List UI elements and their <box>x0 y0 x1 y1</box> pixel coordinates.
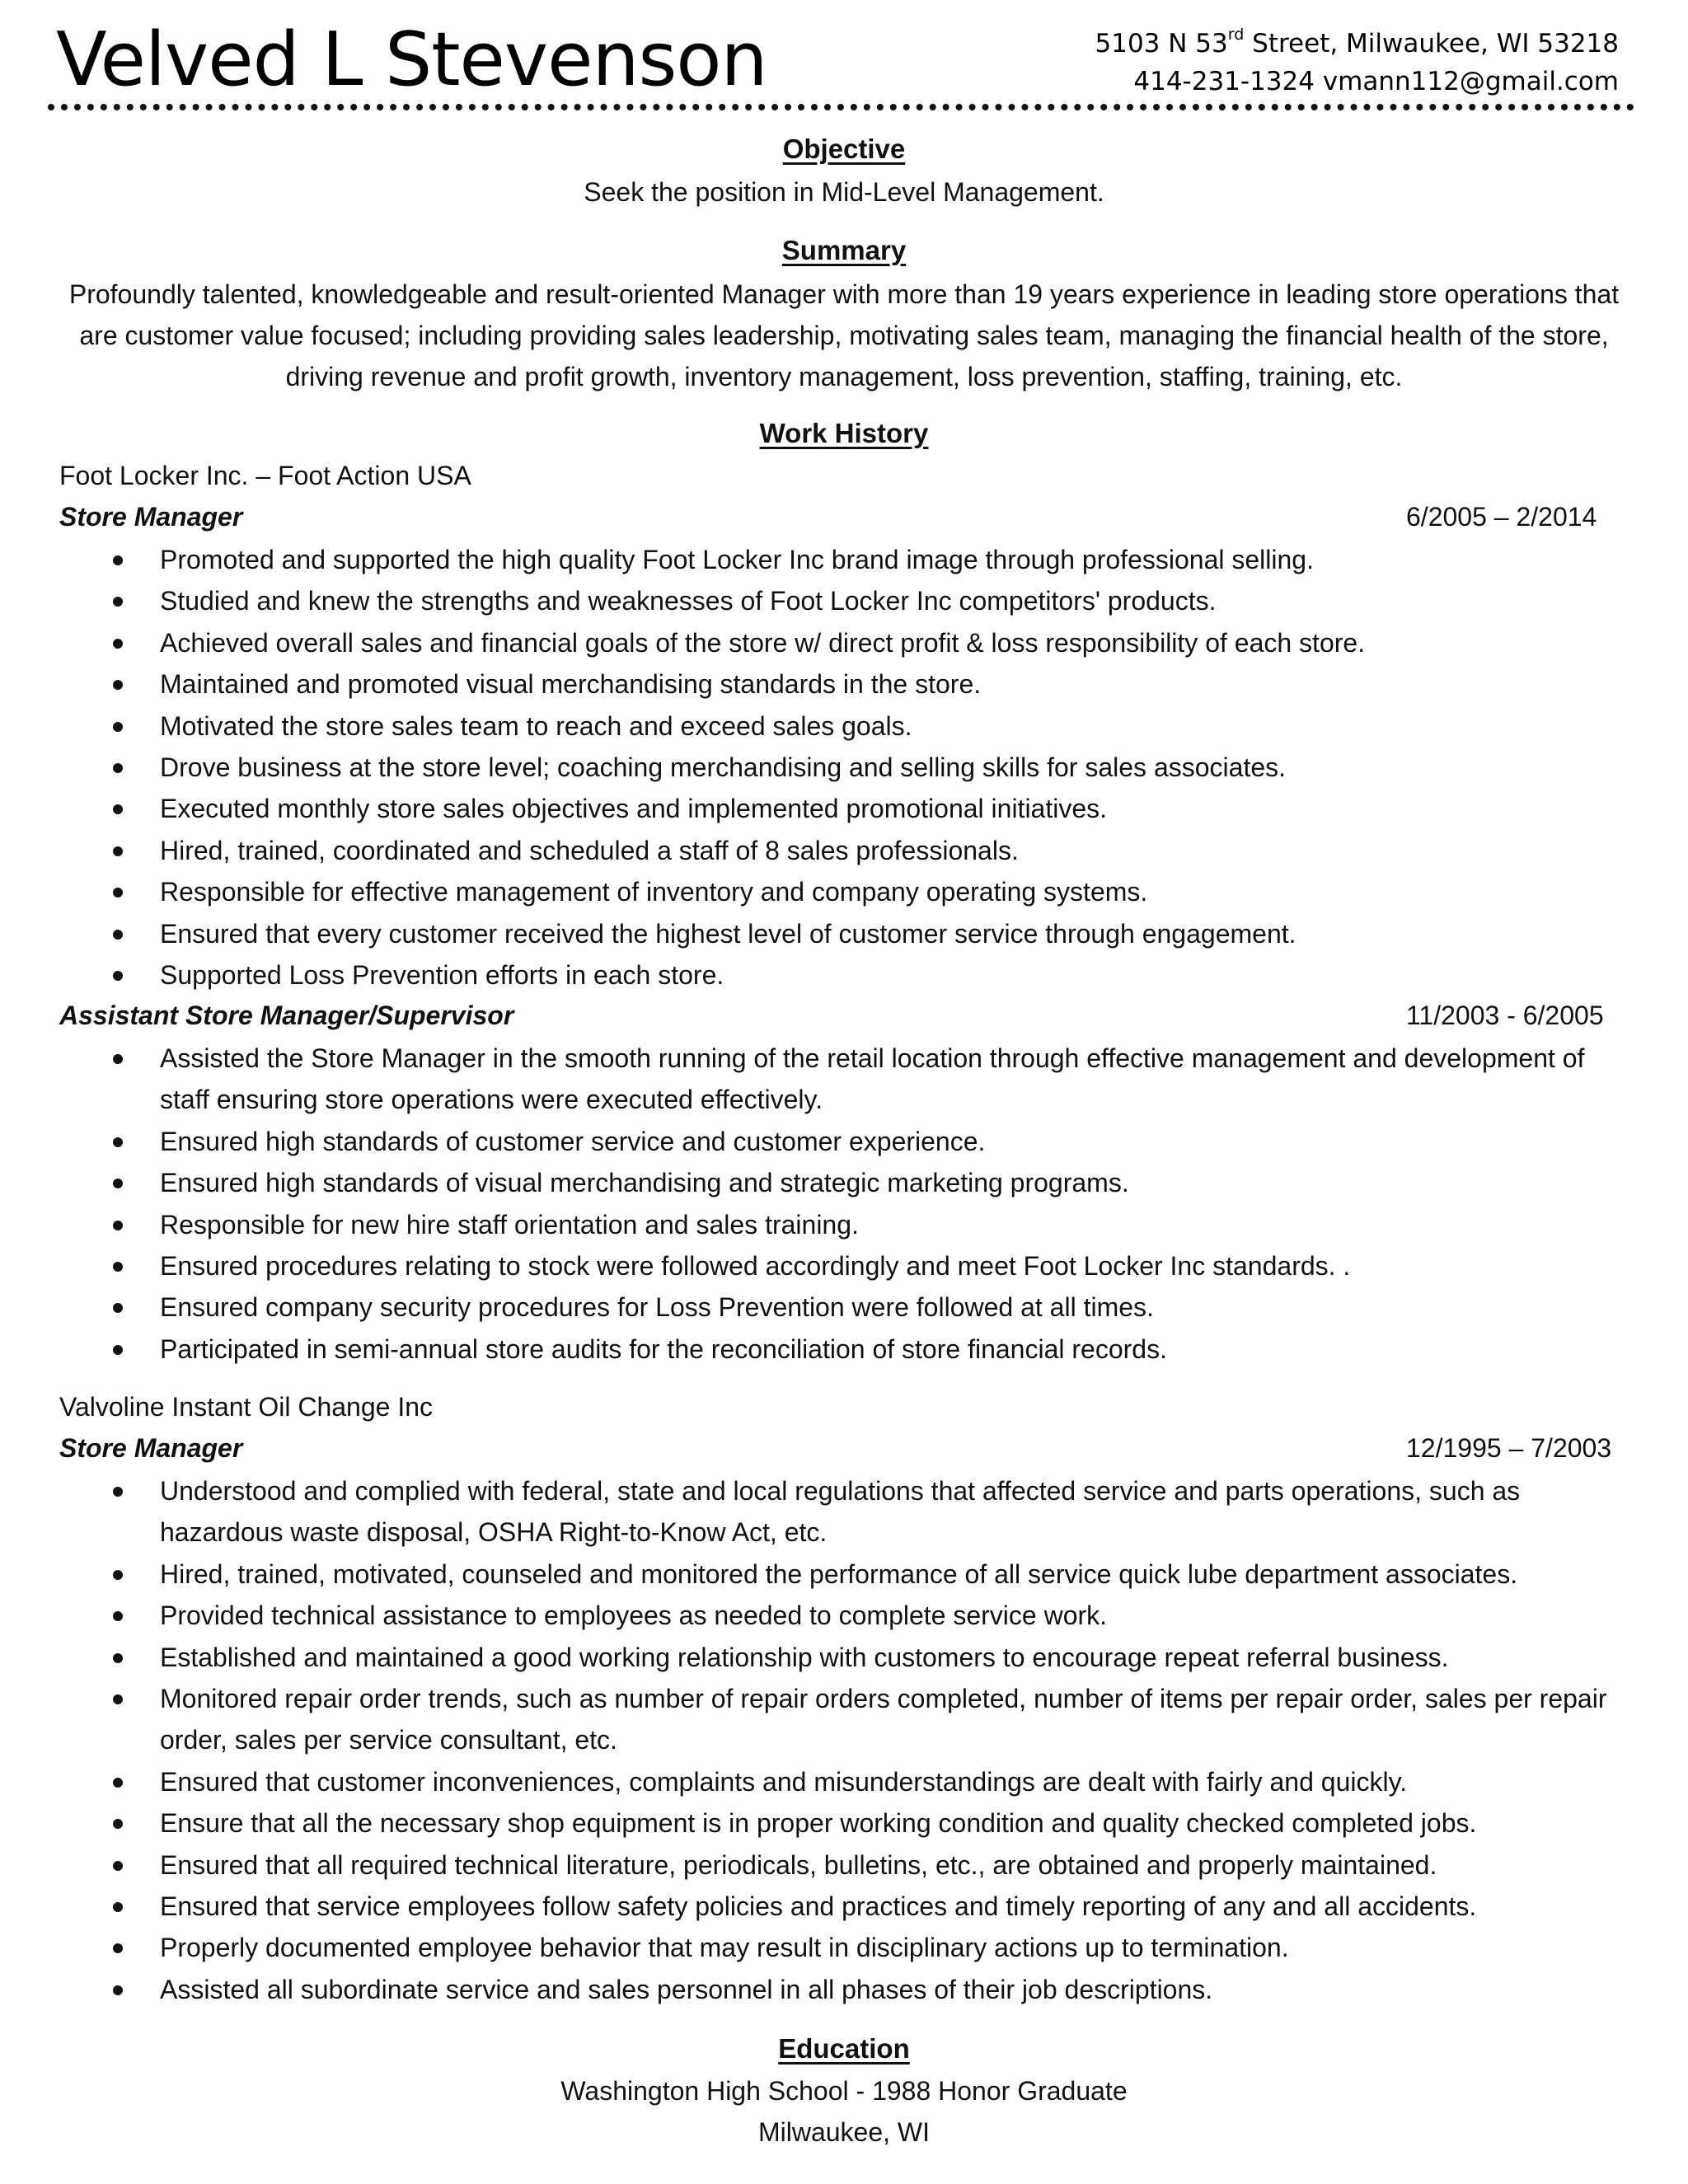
work-history-heading: Work History <box>759 418 929 448</box>
bullet-dot-icon <box>113 639 123 649</box>
bullet-dot-icon <box>113 763 123 773</box>
bullet-text: Achieved overall sales and financial goals of the store w/ direct profit & loss responsibility of each store. <box>160 627 1366 658</box>
education-heading: Education <box>778 2033 910 2064</box>
candidate-name: Velved L Stevenson <box>56 16 767 103</box>
bullet-text: Studied and knew the strengths and weaknesses of Foot Locker Inc competitors' products. <box>160 586 1217 616</box>
bullet-dot-icon <box>113 1054 123 1064</box>
bullet-dot-icon <box>113 1611 123 1621</box>
bullet-dot-icon <box>113 1262 123 1272</box>
bullet-text: Ensured company security procedures for Loss Prevention were followed at all times. <box>160 1292 1154 1323</box>
bullet-text: Ensured high standards of visual merchandising and strategic marketing programs. <box>160 1168 1129 1198</box>
bullet-item <box>0 622 1640 663</box>
bullet-text: Ensured procedures relating to stock were followed accordingly and meet Foot Locker Inc standards. . <box>160 1251 1351 1282</box>
bullet-text: Supported Loss Prevention efforts in each store. <box>160 960 724 991</box>
education-school: Washington High School - 1988 Honor Graduate <box>560 2076 1128 2106</box>
bullet-item <box>0 954 1640 996</box>
dotted-divider <box>48 104 1634 110</box>
job-bullet-list <box>0 539 1640 996</box>
objective-heading: Objective <box>782 134 906 164</box>
summary-text: Profoundly talented, knowledgeable and result-oriented Manager with more than 19 years experience in leading store operations that are customer value focused; including providing sales leadership, motivating sales team, managing the financial health of the store, driving revenue and profit growth, inventory management, loss prevention, staffing, training, etc. <box>68 279 1620 391</box>
bullet-text: Responsible for effective management of inventory and company operating systems. <box>160 877 1148 907</box>
bullet-item <box>0 1969 1640 2010</box>
bullet-text: Assisted all subordinate service and sales personnel in all phases of their job descriptions. <box>160 1974 1213 2004</box>
bullet-item <box>0 705 1640 747</box>
bullet-text: Ensured that every customer received the highest level of customer service through engagement. <box>160 918 1296 949</box>
bullet-item <box>0 580 1640 621</box>
bullet-item <box>0 1038 1640 1121</box>
bullet-dot-icon <box>113 1221 123 1230</box>
bullet-dot-icon <box>113 1861 123 1871</box>
company-name: Valvoline Instant Oil Change Inc <box>59 1392 433 1422</box>
bullet-dot-icon <box>113 1985 123 1995</box>
bullet-item <box>0 1595 1640 1636</box>
bullet-text: Executed monthly store sales objectives and implemented promotional initiatives. <box>160 794 1108 824</box>
bullet-item <box>0 1470 1640 1554</box>
job-bullet-list <box>0 1470 1640 2010</box>
job-dates: 11/2003 - 6/2005 <box>1406 1001 1604 1030</box>
bullet-text: Participated in semi-annual store audits for the reconciliation of store financial records. <box>160 1333 1167 1364</box>
bullet-text: Ensure that all the necessary shop equipment is in proper working condition and quality checked completed jobs. <box>160 1808 1477 1839</box>
bullet-dot-icon <box>113 1694 123 1704</box>
bullet-dot-icon <box>113 1487 123 1497</box>
company-name: Foot Locker Inc. – Foot Action USA <box>59 461 471 490</box>
bullet-text: Ensured high standards of customer service and customer experience. <box>160 1126 986 1156</box>
bullet-item <box>0 1844 1640 1886</box>
bullet-dot-icon <box>113 722 123 732</box>
bullet-dot-icon <box>113 930 123 940</box>
job-dates: 12/1995 – 7/2003 <box>1406 1433 1612 1463</box>
bullet-item <box>0 1678 1640 1761</box>
bullet-dot-icon <box>113 1345 123 1355</box>
bullet-dot-icon <box>113 1902 123 1912</box>
phone-email-line: 414-231-1324 vmann112@gmail.com <box>1133 67 1619 96</box>
bullet-item <box>0 788 1640 829</box>
bullet-dot-icon <box>113 1179 123 1188</box>
bullet-text: Drove business at the store level; coaching merchandising and selling skills for sales associates. <box>160 752 1287 783</box>
bullet-dot-icon <box>113 555 123 565</box>
bullet-item <box>0 747 1640 788</box>
bullet-item <box>0 1286 1640 1328</box>
bullet-item <box>0 830 1640 871</box>
bullet-item <box>0 1802 1640 1844</box>
bullet-item <box>0 1245 1640 1286</box>
bullet-text: Motivated the store sales team to reach and exceed sales goals. <box>160 710 912 741</box>
bullet-item <box>0 1204 1640 1245</box>
bullet-text: Ensured that customer inconveniences, complaints and misunderstandings are dealt with fairly and quickly. <box>160 1766 1408 1797</box>
bullet-text: Maintained and promoted visual merchandising standards in the store. <box>160 669 982 700</box>
bullet-dot-icon <box>113 1570 123 1580</box>
address-ordinal: rd <box>1227 26 1245 44</box>
contact-block <box>1095 25 1620 101</box>
bullet-text: Assisted the Store Manager in the smooth running of the retail location through effective management and development of staff ensuring store operations were executed effectively. <box>160 1043 1585 1115</box>
bullet-text: Provided technical assistance to employees as needed to complete service work. <box>160 1601 1108 1631</box>
bullet-item <box>0 1637 1640 1678</box>
bullet-text: Responsible for new hire staff orientation and sales training. <box>160 1209 859 1240</box>
bullet-dot-icon <box>113 1778 123 1788</box>
bullet-item <box>0 539 1640 580</box>
bullet-text: Established and maintained a good working relationship with customers to encourage repeat referral business. <box>160 1642 1449 1672</box>
bullet-dot-icon <box>113 971 123 981</box>
address-part: 5103 N 53 <box>1095 29 1228 59</box>
bullet-text: Hired, trained, motivated, counseled and monitored the performance of all service quick lube department associates. <box>160 1558 1518 1589</box>
job-bullet-list <box>0 1038 1640 1370</box>
bullet-text: Understood and complied with federal, state and local regulations that affected service and parts operations, such as hazardous waste disposal, OSHA Right-to-Know Act, etc. <box>160 1476 1521 1548</box>
bullet-dot-icon <box>113 680 123 690</box>
bullet-dot-icon <box>113 597 123 607</box>
bullet-item <box>0 871 1640 912</box>
bullet-text: Ensured that service employees follow safety policies and practices and timely reporting of any and all accidents. <box>160 1891 1477 1922</box>
objective-text: Seek the position in Mid-Level Management. <box>584 177 1104 207</box>
bullet-dot-icon <box>113 846 123 856</box>
bullet-item <box>0 663 1640 705</box>
job-title: Assistant Store Manager/Supervisor <box>59 1001 514 1030</box>
bullet-text: Ensured that all required technical literature, periodicals, bulletins, etc., are obtained and properly maintained. <box>160 1849 1437 1880</box>
bullet-dot-icon <box>113 1303 123 1313</box>
bullet-item <box>0 1329 1640 1370</box>
bullet-item <box>0 1761 1640 1802</box>
bullet-text: Properly documented employee behavior that may result in disciplinary actions up to termination. <box>160 1933 1289 1963</box>
bullet-dot-icon <box>113 1943 123 1953</box>
bullet-dot-icon <box>113 1137 123 1147</box>
bullet-item <box>0 1927 1640 1968</box>
bullet-text: Hired, trained, coordinated and scheduled a staff of 8 sales professionals. <box>160 835 1019 865</box>
job-dates: 6/2005 – 2/2014 <box>1406 502 1597 532</box>
address-line <box>1095 25 1620 63</box>
bullet-dot-icon <box>113 1653 123 1663</box>
bullet-item <box>0 1886 1640 1927</box>
job-title: Store Manager <box>59 502 243 532</box>
summary-heading: Summary <box>781 235 907 265</box>
bullet-dot-icon <box>113 888 123 898</box>
bullet-dot-icon <box>113 804 123 814</box>
bullet-text: Monitored repair order trends, such as number of repair orders completed, number of items per repair order, sales per repair order, sales per service consultant, etc. <box>160 1684 1607 1755</box>
bullet-item <box>0 1554 1640 1595</box>
bullet-item <box>0 913 1640 954</box>
address-part: Street, Milwaukee, WI 53218 <box>1244 29 1619 59</box>
bullet-text: Promoted and supported the high quality Foot Locker Inc brand image through professional selling. <box>160 545 1314 574</box>
job-title: Store Manager <box>59 1433 243 1463</box>
bullet-item <box>0 1121 1640 1162</box>
education-location: Milwaukee, WI <box>757 2117 931 2147</box>
bullet-item <box>0 1162 1640 1203</box>
bullet-dot-icon <box>113 1819 123 1829</box>
